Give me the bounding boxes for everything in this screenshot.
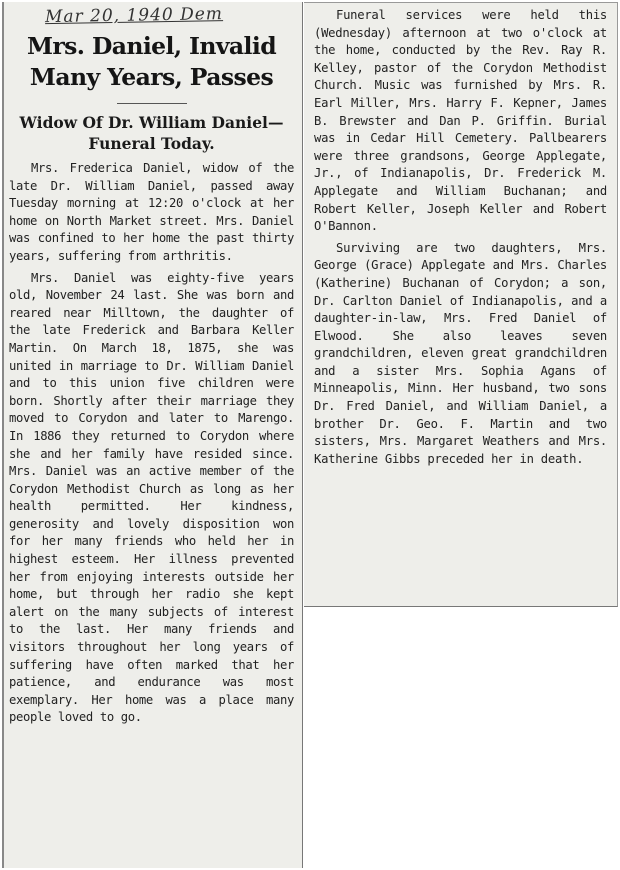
paragraph-funeral-services: Funeral services were held this (Wednesday) afternoon at two o'clock at the home, conducted by the Rev. Ray R. Kelley, pastor of the Corydon Methodist Church. Music was furnished by Mrs. R. Earl Miller, Mrs. Harry F. Kepner, James B. Brewster and Dan P. Griffin. Burial was in Cedar Hill Cemetery. Pallbearers were three grandsons, George Applegate, Jr., of Indianapolis, Dr. Frederick M. Applegate and William Buchanan; and Robert Keller, Joseph Keller and Robert O'Bannon. — [314, 8, 607, 234]
handwritten-dateline: Mar 20, 1940 Dem — [44, 4, 224, 28]
paragraph-survivors: Surviving are two daughters, Mrs. George (Grace) Applegate and Mrs. Charles (Katherine) Buchanan of Corydon; a son, Dr. Carlton Daniel of Indianapolis, and a daughter-in-law, Mrs. Fred Daniel of Elwood. She also leaves seven grandchildren, eleven great grandchildren and a sister Mrs. Sophia Agans of Minneapolis, Minn. Her husband, two sons Dr. Fred Daniel, and William Daniel, a brother Dr. Geo. F. Martin and two sisters, Mrs. Margaret Weathers and Mrs. Katherine Gibbs preceded her in death. — [314, 240, 607, 466]
left-clipping-edge — [2, 2, 4, 868]
clipping-right-column — [304, 2, 618, 607]
left-column-body — [9, 160, 294, 727]
clipping-left-column — [2, 2, 303, 868]
right-column-body — [314, 7, 607, 468]
paragraph-death-notice: Mrs. Frederica Daniel, widow of the late Dr. William Daniel, passed away Tuesday morning at 12:20 o'clock at her home on North Market street. Mrs. Daniel was confined to her home the past thirty years, suffering from arthritis. — [9, 161, 294, 263]
obituary-headline: Mrs. Daniel, Invalid Many Years, Passes — [26, 32, 277, 91]
paragraph-biography: Mrs. Daniel was eighty-five years old, November 24 last. She was born and reared near Milltown, the daughter of the late Frederick and Barbara Keller Martin. On March 18, 1875, she was united in marriage to Dr. William Daniel and to this union five children were born. Shortly after their marriage they moved to Corydon and later to Marengo. In 1886 they returned to Corydon where she and her family have resided since. Mrs. Daniel was an active member of the Corydon Methodist Church as long as her health permitted. Her kindness, generosity and lovely disposition won for her many friends who held her in highest esteem. Her illness prevented her from enjoying interests outside her home, but through her radio she kept alert on the many subjects of interest to the last. Her many friends and visitors throughout her long years of suffering have often marked that her patience, and endurance was most exemplary. Her home was a place many people loved to go. — [9, 270, 294, 725]
obituary-subheadline: Widow Of Dr. William Daniel—Funeral Today. — [19, 113, 284, 153]
headline-divider — [117, 103, 187, 104]
